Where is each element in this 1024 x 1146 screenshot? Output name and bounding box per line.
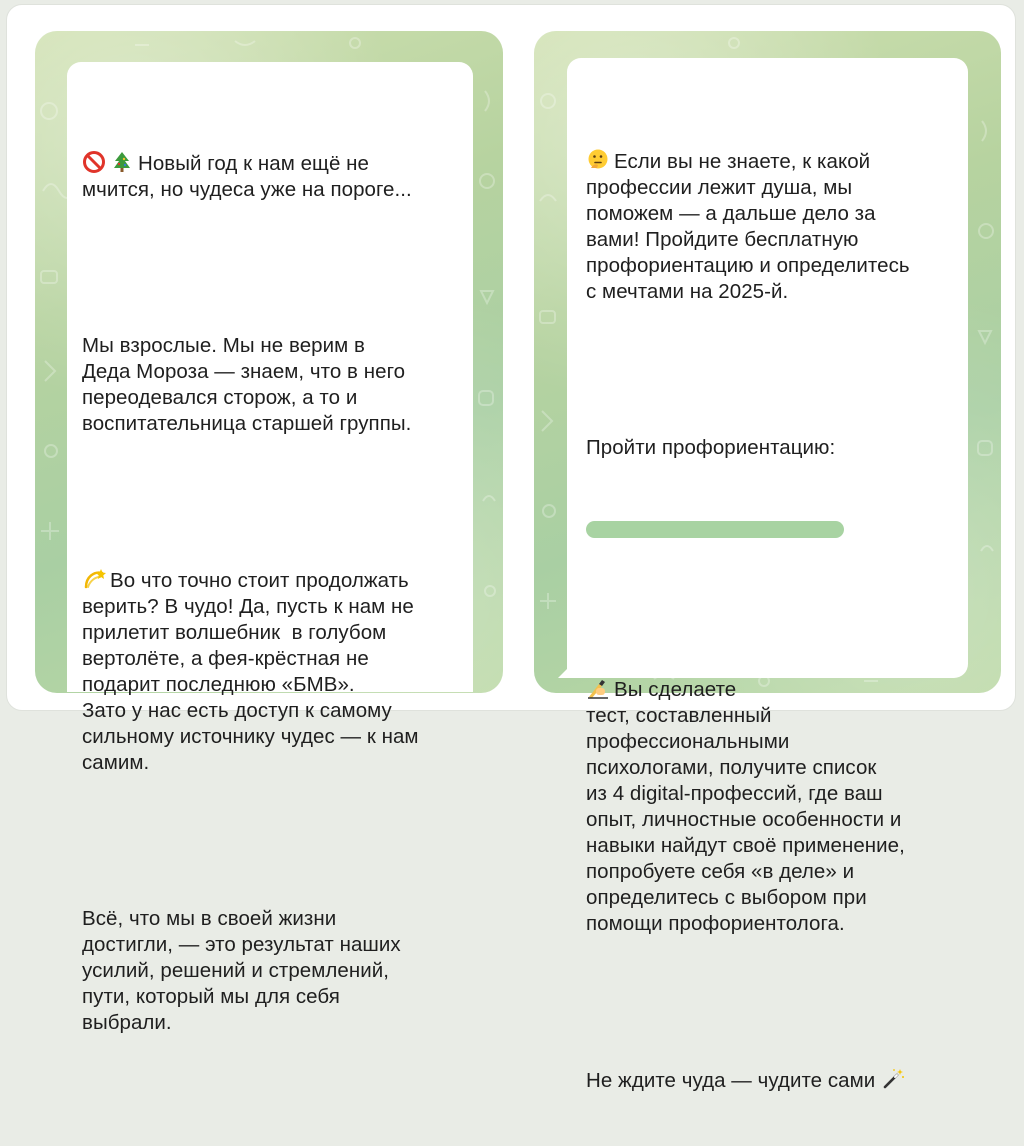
message-bubble-left <box>67 62 473 1034</box>
writing-hand-icon <box>586 676 610 700</box>
chat-panel-right <box>534 31 1001 1092</box>
christmas-tree-icon <box>110 150 134 174</box>
thinking-face-icon <box>586 148 610 172</box>
link-placeholder[interactable] <box>586 521 844 538</box>
message-bubble-right <box>567 58 968 1092</box>
message-text: Вы сделаете тест, составленный профессиональными психологами, получите список из 4 digital-профессий, где ваш опыт, личностные особенности и навыки найдут своё применение, попробуете себя «в деле» и определитесь с выбором при помощи профориентолога. <box>586 678 905 935</box>
message-text: Не ждите чуда — чудите сами <box>586 1069 876 1092</box>
message-text: Если вы не знаете, к какой профессии лежит душа, мы поможем — а дальше дело за вами! Пройдите бесплатную профориентацию и определитесь с мечтами на 2025-й. <box>586 150 910 303</box>
chat-panel-left <box>35 31 503 1034</box>
message-text: Новый год к нам ещё не мчится, но чудеса уже на пороге... <box>82 152 412 201</box>
dizzy-icon <box>82 567 106 591</box>
message-paragraph <box>82 150 461 203</box>
message-paragraph <box>586 1067 958 1094</box>
screenshot-frame <box>6 4 1016 1092</box>
magic-wand-icon <box>881 1067 905 1091</box>
message-text: Во что точно стоит продолжать верить? В чудо! Да, пусть к нам не прилетит волшебник в голубом вертолёте, а фея-крёстная не подарит последнюю «БМВ». Зато у нас есть доступ к самому сильному источнику чудес — к нам самим. <box>82 569 419 774</box>
message-paragraph: Мы взрослые. Мы не верим в Деда Мороза — знаем, что в него переодевался сторож, а то и воспитательница старшей группы. <box>82 334 412 435</box>
message-paragraph: Всё, что мы в своей жизни достигли, — это результат наших усилий, решений и стремлений, пути, который мы для себя выбрали. <box>82 907 401 1034</box>
message-paragraph <box>586 148 958 305</box>
link-label: Пройти профориентацию: <box>586 436 836 459</box>
message-paragraph <box>586 676 958 937</box>
message-paragraph <box>82 567 461 776</box>
no-entry-icon <box>82 150 106 174</box>
